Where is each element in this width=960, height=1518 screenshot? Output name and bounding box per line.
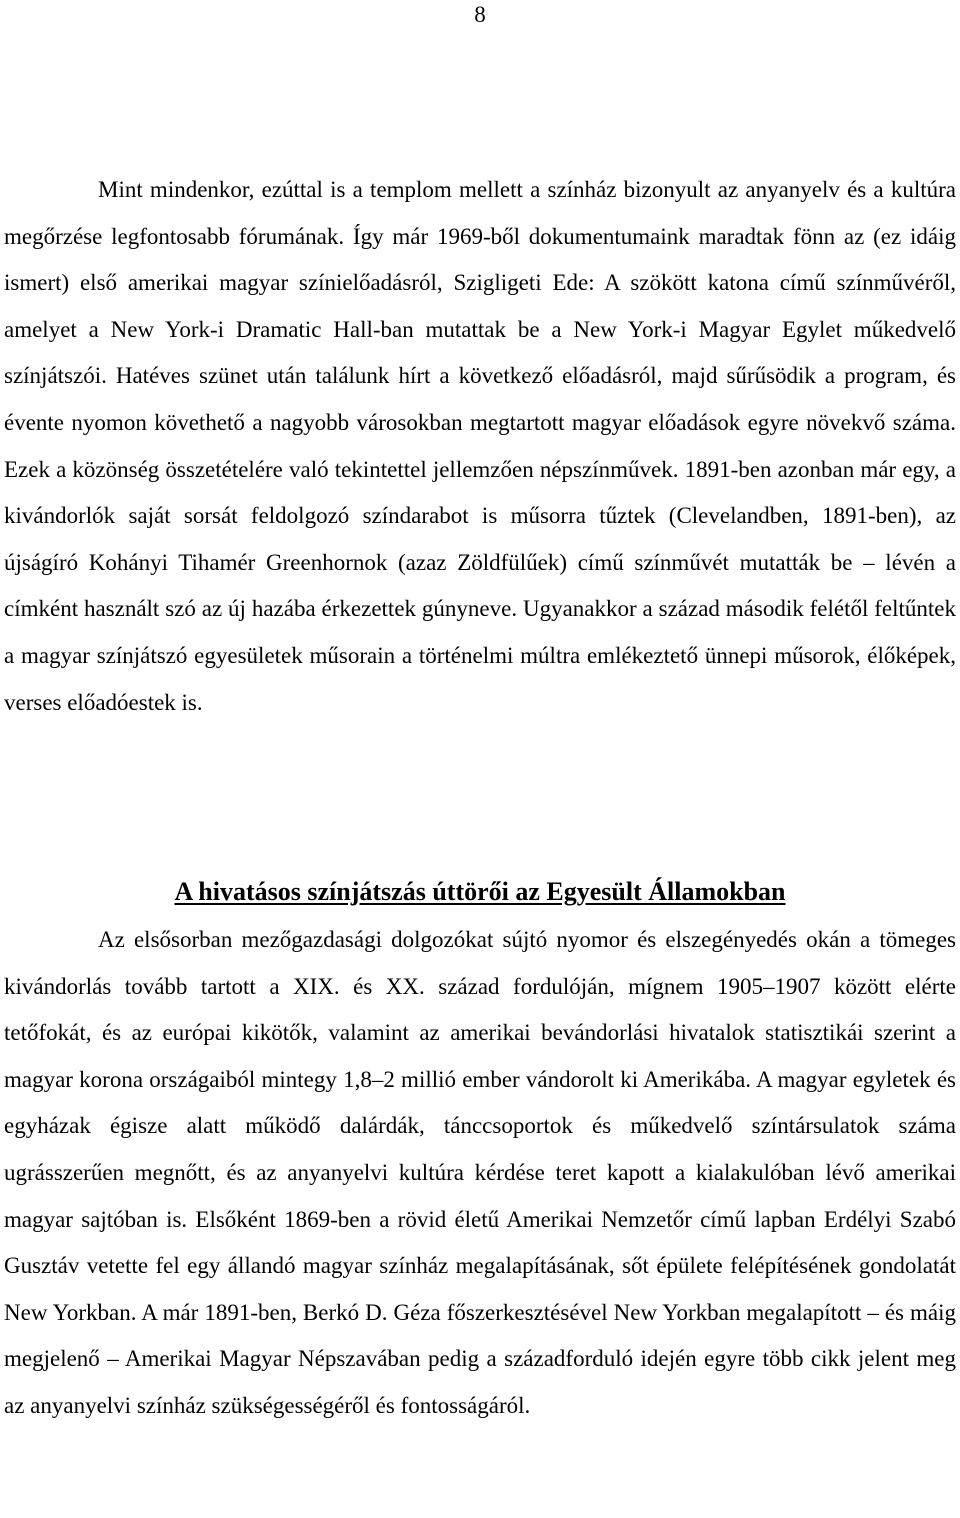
paragraph-section: Az elsősorban mezőgazdasági dolgozókat sújtó nyomor és elszegényedés okán a tömeges kivándorlás tovább tartott a XIX. és XX. század fordulóján, mígnem 1905–1907 között elérte tetőfokát, és az európai kikötők, valamint az amerikai bevándorlási hivatalok statisztikái szerint a magyar korona országaiból mintegy 1,8–2 millió ember vándorolt ki Amerikába. A magyar egyletek és egyházak égisze alatt működő dalárdák, tánccsoportok és műkedvelő színtársulatok száma ugrásszerűen megnőtt, és az anyanyelvi kultúra kérdése teret kapott a kialakulóban lévő amerikai magyar sajtóban is. Elsőként 1869-ben a rövid életű Amerikai Nemzetőr című lapban Erdélyi Szabó Gusztáv vetette fel egy állandó magyar színház megalapításának, sőt épülete felépítésének gondolatát New Yorkban. A már 1891-ben, Berkó D. Géza főszerkesztésével New Yorkban megalapított – és máig megjelenő – Amerikai Magyar Népszavában pedig a századforduló idején egyre több cikk jelent meg az anyanyelvi színház szükségességéről és fontosságáról.	[4, 927, 956, 1418]
page-number: 8	[474, 2, 486, 27]
paragraph-intro: Mint mindenkor, ezúttal is a templom mellett a színház bizonyult az anyanyelv és a kultúra megőrzése legfontosabb fórumának. Így már 1969-ből dokumentumaink maradtak fönn az (ez idáig ismert) első amerikai magyar színielőadásról, Szigligeti Ede: A szökött katona című színművéről, amelyet a New York-i Dramatic Hall-ban mutattak be a New York-i Magyar Egylet műkedvelő színjátszói. Hatéves szünet után találunk hírt a következő előadásról, majd sűrűsödik a program, és évente nyomon követhető a nagyobb városokban megtartott magyar előadások egyre növekvő száma. Ezek a közönség összetételére való tekintettel jellemzően népszínművek. 1891-ben azonban már egy, a kivándorlók saját sorsát feldolgozó színdarabot is műsorra tűztek (Clevelandben, 1891-ben), az újságíró Kohányi Tihamér Greenhornok (azaz Zöldfülűek) című színművét mutatták be – lévén a címként használt szó az új hazába érkezettek gúnyneve. Ugyanakkor a század második felétől feltűntek a magyar színjátszó egyesületek műsorain a történelmi múltra emlékeztető ünnepi műsorok, élőképek, verses előadóestek is.	[4, 177, 956, 715]
section-heading: A hivatásos színjátszás úttörői az Egyesült Államokban	[174, 877, 786, 906]
